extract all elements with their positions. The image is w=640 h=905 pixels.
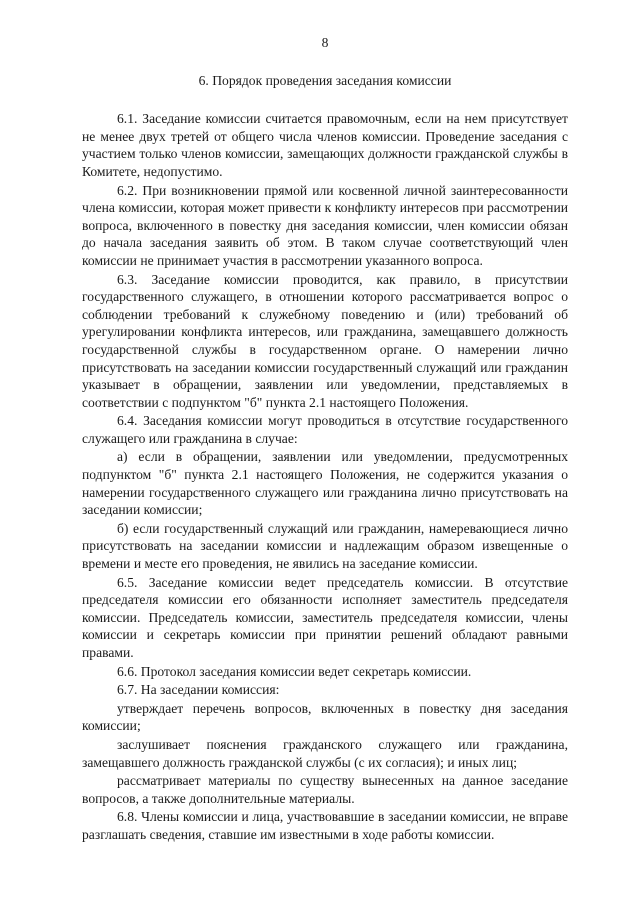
paragraph-6-6: 6.6. Протокол заседания комиссии ведет секретарь комиссии. <box>117 663 472 679</box>
document-page <box>82 34 568 845</box>
paragraph-6-3: 6.3. Заседание комиссии проводится, как правило, в присутствии государственного служащего, в отношении которого рассматривается вопрос о соблюдении требований к служебному поведению и (или) требований об урегулировании конфликта интересов, или гражданина, замещавшего должность государственной службы в государственном органе. О намерении лично присутствовать на заседании комиссии государственный служащий или гражданин указывает в обращении, заявлении или уведомлении, представляемых в соответствии с подпунктом "б" пункта 2.1 настоящего Положения. <box>82 271 568 410</box>
paragraph-6-2: 6.2. При возникновении прямой или косвенной личной заинтересованности члена комиссии, которая может привести к конфликту интересов при рассмотрении вопроса, включенного в повестку дня заседания комиссии, член комиссии обязан до начала заседания заявить об этом. В таком случае соответствующий член комиссии не принимает участия в рассмотрении указанного вопроса. <box>82 182 568 268</box>
paragraph-6-7-item-1: утверждает перечень вопросов, включенных в повестку дня заседания комиссии; <box>82 700 568 734</box>
paragraph-6-4-b: б) если государственный служащий или гражданин, намеревающиеся лично присутствовать на заседании комиссии и надлежащим образом извещенные о времени и месте его проведения, не явились на заседание комиссии. <box>82 520 568 572</box>
paragraph-6-5: 6.5. Заседание комиссии ведет председатель комиссии. В отсутствие председателя комиссии его обязанности исполняет заместитель председателя комиссии. Председатель комиссии, заместитель председателя комиссии, члены комиссии и секретарь комиссии при принятии решений обладают равными правами. <box>82 574 568 660</box>
paragraph-6-4: 6.4. Заседания комиссии могут проводиться в отсутствие государственного служащего или гражданина в случае: <box>82 413 568 446</box>
paragraph-6-1: 6.1. Заседание комиссии считается правомочным, если на нем присутствует не менее двух третей от общего числа членов комиссии. Проведение заседания с участием только членов комиссии, замещающих должности гражданской службы в Комитете, недопустимо. <box>82 111 568 179</box>
section-title: 6. Порядок проведения заседания комиссии <box>198 72 452 88</box>
paragraph-6-4-a: а) если в обращении, заявлении или уведомлении, предусмотренных подпунктом "б" пункта 2.1 настоящего Положения, не содержится указания о намерении государственного служащего или гражданина лично присутствовать на заседании комиссии; <box>82 449 568 518</box>
paragraph-6-7: 6.7. На заседании комиссия: <box>117 682 280 698</box>
page-number: 8 <box>321 35 329 50</box>
paragraph-6-7-item-3: рассматривает материалы по существу вынесенных на данное заседание вопросов, а также дополнительные материалы. <box>82 773 568 806</box>
paragraph-6-8: 6.8. Члены комиссии и лица, участвовавшие в заседании комиссии, не вправе разглашать сведения, ставшие им известными в ходе работы комиссии. <box>82 809 568 842</box>
paragraph-6-7-item-2: заслушивает пояснения гражданского служащего или гражданина, замещавшего должность гражданской службы (с их согласия); и иных лиц; <box>82 736 568 770</box>
